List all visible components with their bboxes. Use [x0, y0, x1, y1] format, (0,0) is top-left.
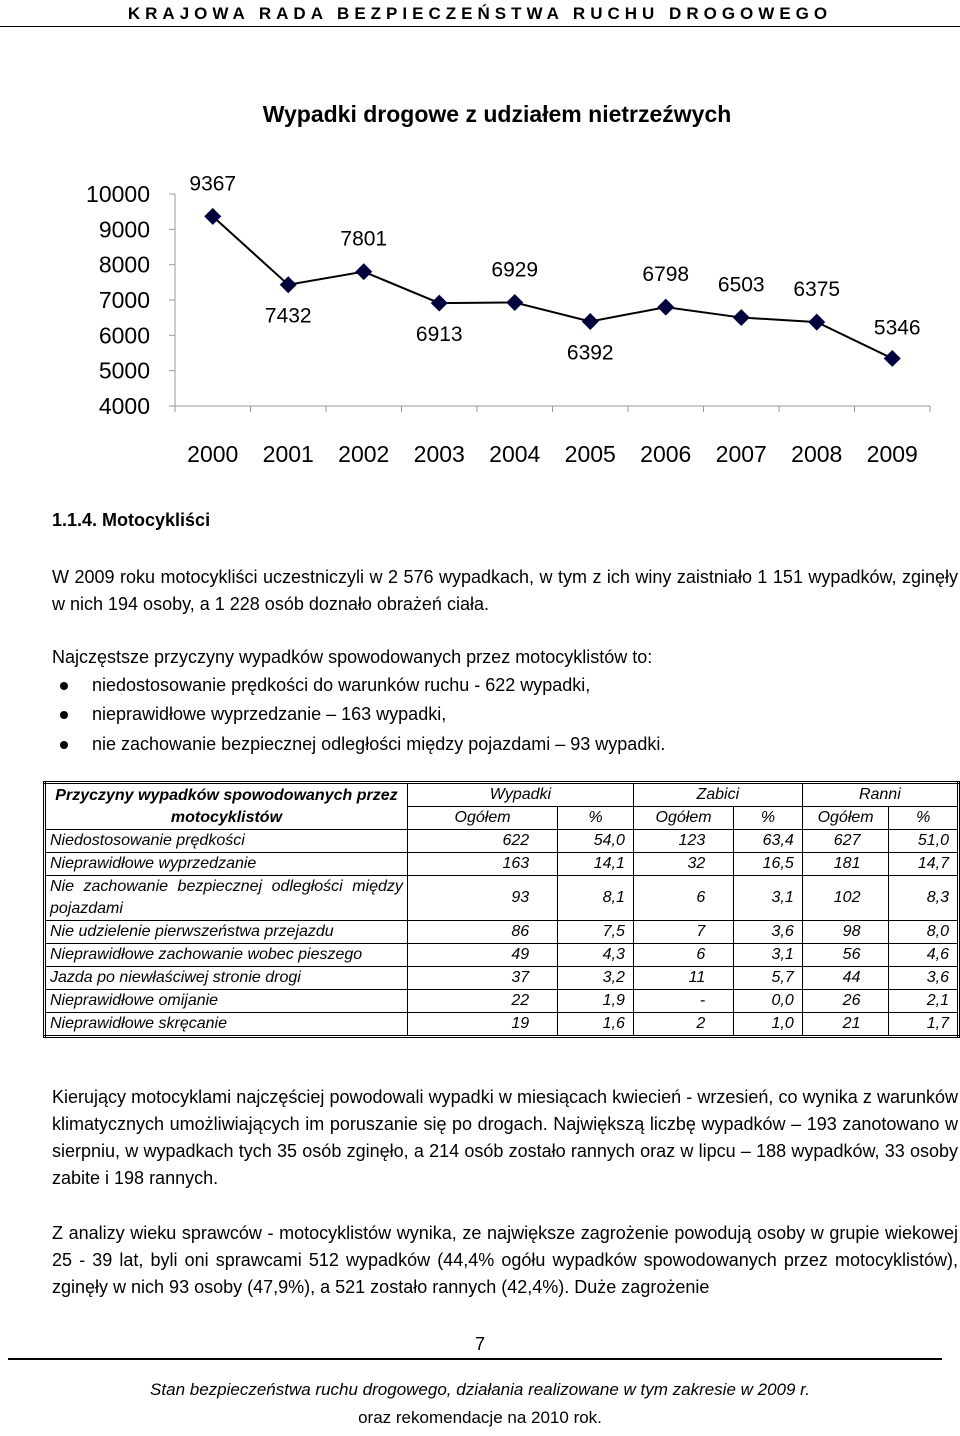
table-row — [45, 853, 959, 876]
x-tick-label: 2002 — [338, 441, 390, 467]
table-cell: 1,7 — [889, 1013, 959, 1037]
footer-line-2: oraz rekomendacje na 2010 rok. — [358, 1408, 602, 1427]
table-row — [45, 876, 959, 921]
table-cell: 1,0 — [734, 1013, 802, 1037]
y-tick-label: 6000 — [98, 322, 150, 349]
cause-column-header: Przyczyny wypadków spowodowanych przez motocyklistów — [45, 783, 408, 830]
table-cell: 181 — [802, 853, 889, 876]
data-point — [657, 299, 674, 316]
table-cell: 93 — [407, 876, 557, 921]
table-cell: 11 — [633, 967, 733, 990]
paragraph-2: Najczęstsze przyczyny wypadków spowodowanych przez motocyklistów to: — [52, 647, 653, 667]
chart-title: Wypadki drogowe z udziałem nietrzeźwych — [262, 101, 732, 127]
group-header-wypadki: Wypadki — [407, 783, 633, 807]
bullet-item — [52, 701, 752, 728]
document-header: KRAJOWA RADA BEZPIECZEŃSTWA RUCHU DROGOWEGO — [127, 4, 833, 23]
data-point — [884, 350, 901, 367]
x-tick-label: 2009 — [866, 441, 918, 467]
data-label: 6503 — [717, 273, 765, 297]
table-cell: 44 — [802, 967, 889, 990]
table-cell: 3,6 — [734, 921, 802, 944]
data-label: 6798 — [642, 263, 690, 287]
table-cell: 2 — [633, 1013, 733, 1037]
table-cell: 6 — [633, 944, 733, 967]
table-cell: 63,4 — [734, 830, 802, 853]
table-cell: 56 — [802, 944, 889, 967]
subheader-total: Ogółem — [802, 807, 889, 830]
table-row — [45, 1013, 959, 1037]
table-cell: 0,0 — [734, 990, 802, 1013]
table-header-row — [45, 783, 959, 807]
table-cell: 7,5 — [558, 921, 634, 944]
x-tick-label: 2001 — [262, 441, 314, 467]
paragraph-3: Kierujący motocyklami najczęściej powodowali wypadki w miesiącach kwiecień - wrzesień, co wynika z warunków klimatycznych umożliwiających im poruszanie się po drogach. Największą liczbę wypadków – 193 zanotowano w sierpniu, w wypadkach tych 35 osób zginęło, a 214 osób zostało rannych oraz w lipcu – 188 wypadków, 33 osoby zabite i 198 rannych. — [52, 1087, 958, 1188]
data-point — [808, 314, 825, 331]
x-tick-label: 2006 — [640, 441, 692, 467]
header-rule — [0, 26, 960, 27]
table-cell: 5,7 — [734, 967, 802, 990]
x-tick-label: 2005 — [564, 441, 616, 467]
data-label: 7432 — [264, 304, 312, 328]
data-point — [355, 263, 372, 280]
table-cell: 21 — [802, 1013, 889, 1037]
group-header-ranni: Ranni — [802, 783, 958, 807]
data-label: 9367 — [189, 172, 237, 196]
y-tick-label: 5000 — [98, 357, 150, 384]
paragraph-4: Z analizy wieku sprawców - motocyklistów wynika, ze największe zagrożenie powodują osoby w grupie wiekowej 25 - 39 lat, byli oni sprawcami 512 wypadków (44,4% ogółu wypadków spowodowanych przez motocyklistów), zginęły w nich 93 osoby (47,9%), a 521 zostało rannych (42,4%). Duże zagrożenie — [52, 1223, 958, 1297]
data-label: 5346 — [873, 316, 921, 340]
table-cell: 4,3 — [558, 944, 634, 967]
line-chart — [0, 80, 960, 480]
table-cell: 19 — [407, 1013, 557, 1037]
x-tick-label: 2007 — [715, 441, 767, 467]
table-cell: 622 — [407, 830, 557, 853]
data-label: 6929 — [491, 258, 539, 282]
bullet-text: nieprawidłowe wyprzedzanie – 163 wypadki, — [92, 704, 447, 724]
data-point — [733, 309, 750, 326]
table-cell: 32 — [633, 853, 733, 876]
table-cell: 7 — [633, 921, 733, 944]
table-cell: 14,7 — [889, 853, 959, 876]
table-cell: 26 — [802, 990, 889, 1013]
bullet-text: nie zachowanie bezpiecznej odległości między pojazdami – 93 wypadki. — [92, 734, 666, 754]
table-cell: 6 — [633, 876, 733, 921]
bullet-dot — [60, 711, 68, 719]
table-cell: 3,1 — [734, 944, 802, 967]
data-point — [431, 295, 448, 312]
table-cell: 8,0 — [889, 921, 959, 944]
table-cell: 1,9 — [558, 990, 634, 1013]
y-tick-label: 4000 — [98, 393, 150, 419]
bullet-text: niedostosowanie prędkości do warunków ruchu - 622 wypadki, — [92, 675, 591, 695]
bullet-dot — [60, 741, 68, 749]
data-point — [506, 294, 523, 311]
bullet-item — [52, 731, 752, 758]
table-cell: 3,6 — [889, 967, 959, 990]
series-line — [213, 216, 893, 358]
table-cell: 102 — [802, 876, 889, 921]
data-label: 6913 — [415, 323, 463, 347]
table-cell: 51,0 — [889, 830, 959, 853]
row-label: Nie zachowanie bezpiecznej odległości między pojazdami — [45, 876, 408, 921]
data-point — [582, 313, 599, 330]
table-cell: 1,6 — [558, 1013, 634, 1037]
y-tick-label: 10000 — [86, 181, 150, 207]
subheader-total: Ogółem — [633, 807, 733, 830]
table-row — [45, 830, 959, 853]
y-tick-label: 8000 — [98, 251, 150, 278]
table-cell: 8,3 — [889, 876, 959, 921]
group-header-zabici: Zabici — [633, 783, 802, 807]
bullet-item — [52, 672, 752, 699]
table-row — [45, 990, 959, 1013]
x-tick-label: 2008 — [791, 441, 843, 467]
x-tick-label: 2003 — [413, 441, 465, 467]
x-tick-label: 2004 — [489, 441, 541, 467]
table-cell: 37 — [407, 967, 557, 990]
table-cell: - — [633, 990, 733, 1013]
subheader-total: Ogółem — [407, 807, 557, 830]
table-cell: 4,6 — [889, 944, 959, 967]
table-cell: 86 — [407, 921, 557, 944]
footer-rule — [8, 1358, 942, 1360]
row-label: Nieprawidłowe wyprzedzanie — [45, 853, 408, 876]
x-tick-label: 2000 — [187, 441, 239, 467]
table-cell: 16,5 — [734, 853, 802, 876]
table-row — [45, 921, 959, 944]
table-cell: 14,1 — [558, 853, 634, 876]
bullet-dot — [60, 682, 68, 690]
page-number: 7 — [474, 1334, 485, 1354]
table-cell: 3,2 — [558, 967, 634, 990]
y-tick-label: 9000 — [98, 216, 150, 243]
table-cell: 8,1 — [558, 876, 634, 921]
data-label: 6375 — [793, 278, 841, 302]
table-cell: 22 — [407, 990, 557, 1013]
subheader-percent: % — [734, 807, 802, 830]
table-row — [45, 944, 959, 967]
row-label: Nieprawidłowe skręcanie — [45, 1013, 408, 1037]
footer-line-1: Stan bezpieczeństwa ruchu drogowego, działania realizowane w tym zakresie w 2009 r. — [150, 1380, 810, 1399]
table-cell: 54,0 — [558, 830, 634, 853]
table-cell: 627 — [802, 830, 889, 853]
table-cell: 163 — [407, 853, 557, 876]
subheader-percent: % — [558, 807, 634, 830]
data-label: 6392 — [566, 341, 614, 365]
row-label: Jazda po niewłaściwej stronie drogi — [45, 967, 408, 990]
row-label: Nieprawidłowe omijanie — [45, 990, 408, 1013]
subheader-percent: % — [889, 807, 959, 830]
row-label: Niedostosowanie prędkości — [45, 830, 408, 853]
table-cell: 49 — [407, 944, 557, 967]
table-cell: 3,1 — [734, 876, 802, 921]
data-label: 7801 — [340, 227, 388, 251]
y-tick-label: 7000 — [98, 287, 150, 313]
table-cell: 123 — [633, 830, 733, 853]
paragraph-1: W 2009 roku motocykliści uczestniczyli w 2 576 wypadkach, w tym z ich winy zaistniało 1 151 wypadków, zginęły w nich 194 osoby, a 1 228 osób doznało obrażeń ciała. — [52, 567, 958, 614]
table-cell: 98 — [802, 921, 889, 944]
table-row — [45, 967, 959, 990]
chart-svg — [0, 80, 960, 480]
row-label: Nie udzielenie pierwszeństwa przejazdu — [45, 921, 408, 944]
section-title: 1.1.4. Motocykliści — [52, 510, 211, 530]
causes-table — [43, 781, 960, 1038]
table-cell: 2,1 — [889, 990, 959, 1013]
row-label: Nieprawidłowe zachowanie wobec pieszego — [45, 944, 408, 967]
